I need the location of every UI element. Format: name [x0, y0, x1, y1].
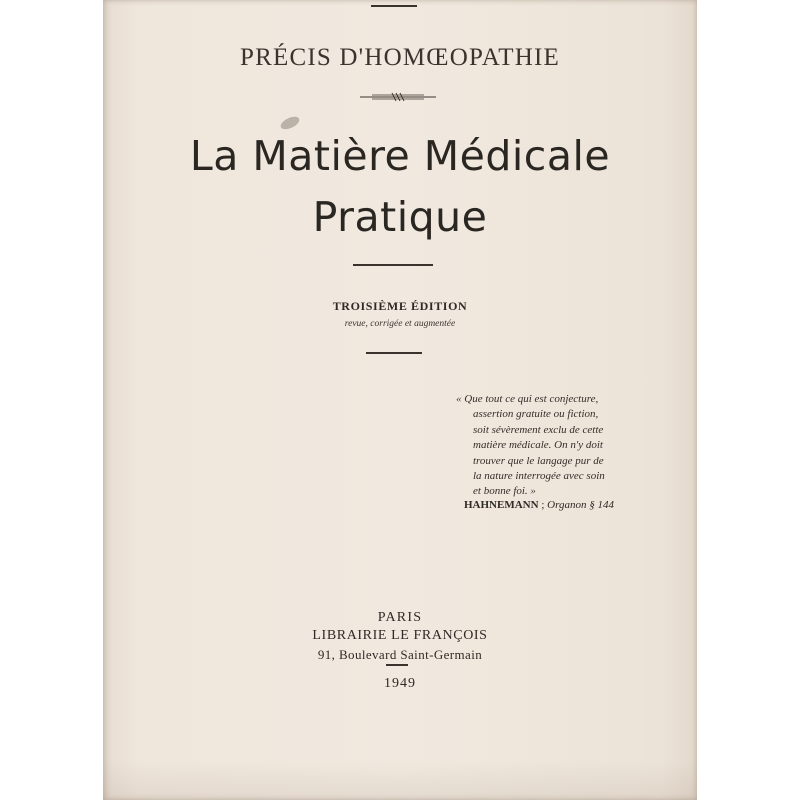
series-title: PRÉCIS D'HOMŒOPATHIE: [240, 44, 560, 71]
edition-label: TROISIÈME ÉDITION: [332, 299, 468, 313]
epigraph-line: matière médicale. On n'y doit: [473, 439, 603, 452]
attribution-separator: ;: [538, 499, 548, 511]
epigraph-line: la nature interrogée avec soin: [473, 470, 605, 483]
edition-rule: [366, 352, 422, 354]
epigraph-source: Organon § 144: [547, 499, 614, 511]
epigraph-line: « Que tout ce qui est conjecture,: [456, 393, 599, 405]
epigraph-line: trouver que le langage pur de: [473, 454, 604, 467]
epigraph-author: HAHNEMANN: [464, 499, 539, 511]
epigraph-line: et bonne foi. »: [473, 485, 536, 498]
title-rule: [353, 264, 433, 266]
epigraph-attribution: [464, 499, 664, 511]
edition-note: revue, corrigée et augmentée: [344, 319, 456, 329]
epigraph-quote: [452, 392, 637, 500]
top-rule: [371, 5, 417, 7]
ornament-divider: [358, 92, 438, 102]
imprint-address: 91, Boulevard Saint-Germain: [317, 647, 483, 662]
main-title-line-1: La Matière Médicale: [189, 132, 611, 180]
epigraph-line: soit sévèrement exclu de cette: [473, 423, 604, 436]
epigraph-line: assertion gratuite ou fiction,: [473, 408, 599, 421]
imprint-publisher: LIBRAIRIE LE FRANÇOIS: [312, 628, 488, 643]
imprint-city: PARIS: [377, 610, 423, 625]
main-title-line-2: Pratique: [312, 193, 488, 241]
imprint-year: 1949: [384, 676, 416, 691]
imprint-rule: [386, 664, 408, 666]
